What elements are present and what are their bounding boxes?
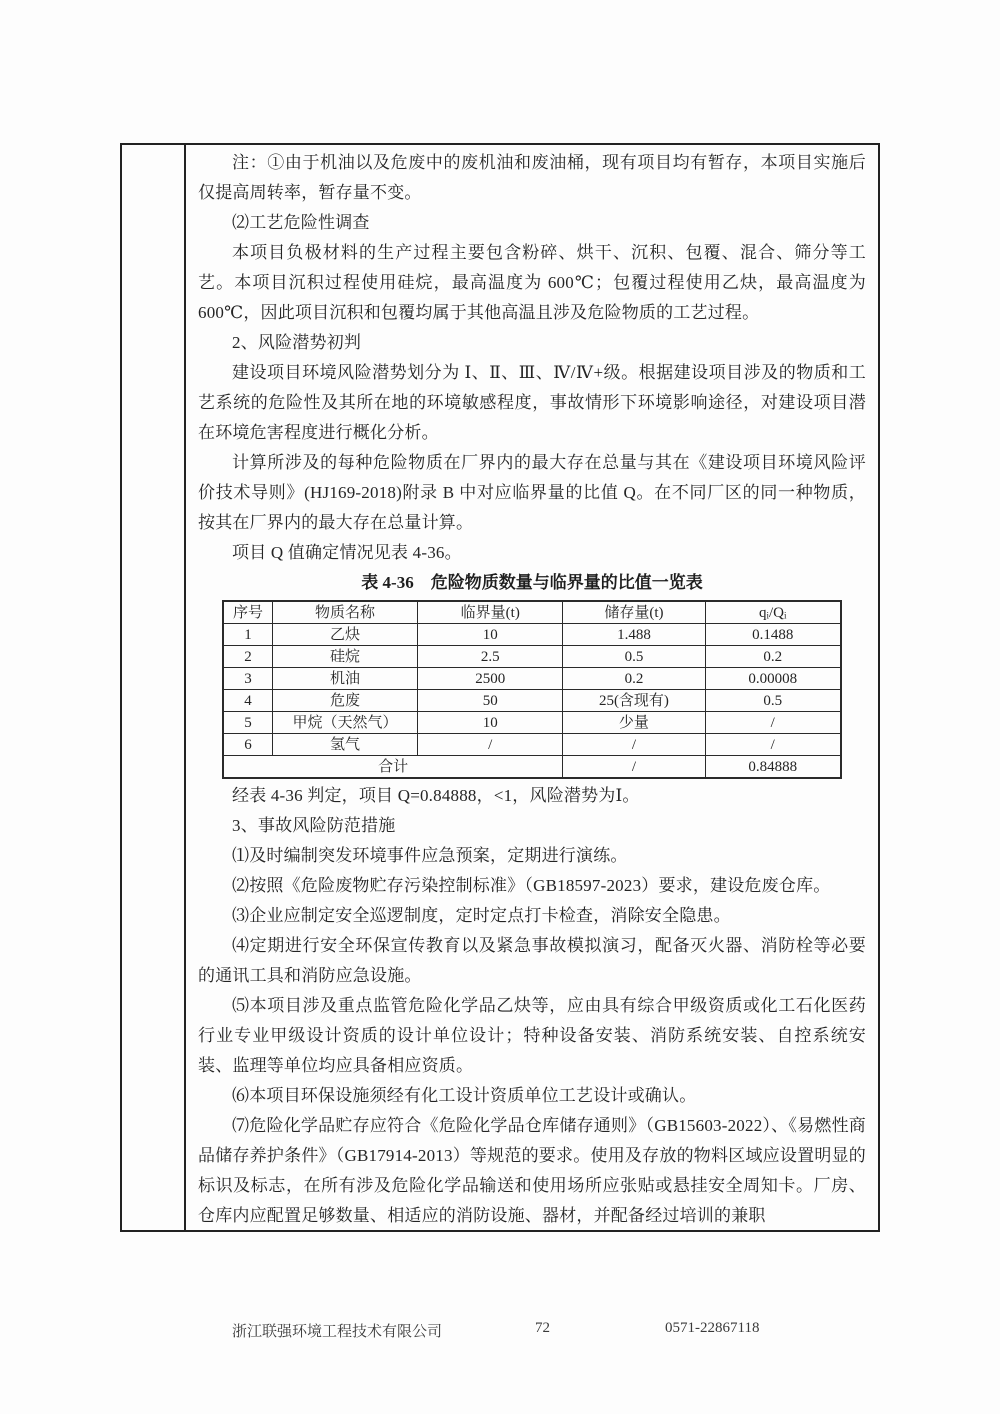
table-row — [223, 624, 841, 646]
paragraphs-before-table — [198, 148, 866, 568]
paragraph: 建设项目环境风险潜势划分为 Ⅰ、Ⅱ、Ⅲ、Ⅳ/Ⅳ+级。根据建设项目涉及的物质和工艺系统的危险性及其所在地的环境敏感程度，事故情形下环境影响途径，对建设项目潜在环境危害程度进行概化分析。 — [198, 363, 866, 442]
table-cell: 机油 — [272, 668, 417, 690]
table-caption: 表 4-36 危险物质数量与临界量的比值一览表 — [361, 573, 703, 592]
paragraph: 本项目负极材料的生产过程主要包含粉碎、烘干、沉积、包覆、混合、筛分等工艺。本项目沉积过程使用硅烷，最高温度为 600℃；包覆过程使用乙炔，最高温度为 600℃，因此项目沉积和包覆均属于其他高温且涉及危险物质的工艺过程。 — [198, 243, 866, 322]
hazard-materials-table — [222, 600, 842, 779]
paragraph: 计算所涉及的每种危险物质在厂界内的最大存在总量与其在《建设项目环境风险评价技术导则》(HJ169-2018)附录 B 中对应临界量的比值 Q。在不同厂区的同一种物质，按其在厂界内的最大存在总量计算。 — [198, 453, 866, 532]
table-cell: 0.00008 — [705, 668, 841, 690]
table-cell: 5 — [223, 712, 272, 734]
footer-page-number: 72 — [535, 1320, 550, 1336]
table-cell: / — [705, 712, 841, 734]
table-total-storage-cell: / — [563, 756, 705, 779]
footer-phone-number: 0571-22867118 — [665, 1320, 760, 1336]
table-cell: / — [563, 734, 705, 756]
table-row — [223, 690, 841, 712]
table-row — [223, 734, 841, 756]
table-cell: 1 — [223, 624, 272, 646]
table-cell: 少量 — [563, 712, 705, 734]
table-total-ratio-cell: 0.84888 — [705, 756, 841, 779]
table-cell: 0.2 — [705, 646, 841, 668]
table-total-label-cell: 合计 — [223, 756, 563, 779]
table-cell: 10 — [418, 712, 563, 734]
table-cell: 2.5 — [418, 646, 563, 668]
table-cell: 2 — [223, 646, 272, 668]
table-cell: 4 — [223, 690, 272, 712]
table-cell: 0.2 — [563, 668, 705, 690]
table-cell: 甲烷（天然气） — [272, 712, 417, 734]
table-cell: 0.1488 — [705, 624, 841, 646]
paragraph: ⑸本项目涉及重点监管危险化学品乙炔等，应由具有综合甲级资质或化工石化医药行业专业甲级设计资质的设计单位设计；特种设备安装、消防系统安装、自控系统安装、监理等单位均应具备相应资质。 — [198, 996, 866, 1075]
paragraph: 注：①由于机油以及危废中的废机油和废油桶，现有项目均有暂存，本项目实施后仅提高周转率，暂存量不变。 — [198, 153, 866, 202]
table-cell: 10 — [418, 624, 563, 646]
table-row — [223, 712, 841, 734]
page-footer — [120, 1320, 880, 1346]
table-cell: 乙炔 — [272, 624, 417, 646]
table-cell: 50 — [418, 690, 563, 712]
paragraph: 3、事故风险防范措施 — [232, 816, 396, 835]
table-cell: 0.5 — [705, 690, 841, 712]
table-header-row — [223, 601, 841, 624]
table-header-cell: 序号 — [223, 601, 272, 624]
paragraph: ⑺危险化学品贮存应符合《危险化学品仓库储存通则》（GB15603-2022）、《易燃性商品储存养护条件》（GB17914-2013）等规范的要求。使用及存放的物料区域应设置明显的标识及标志，在所有涉及危险化学品输送和使用场所应张贴或悬挂安全周知卡。厂房、仓库内应配置足够数量、相适应的消防设施、器材，并配备经过培训的兼职 — [198, 1116, 866, 1225]
paragraph: ⑶企业应制定安全巡逻制度，定时定点打卡检查，消除安全隐患。 — [232, 906, 731, 925]
table-row — [223, 668, 841, 690]
table-total-row — [223, 756, 841, 779]
paragraphs-after-table — [198, 781, 866, 1230]
paragraph: 项目 Q 值确定情况见表 4-36。 — [232, 543, 462, 562]
paragraph: ⑵按照《危险废物贮存污染控制标准》（GB18597-2023）要求，建设危废仓库。 — [232, 876, 831, 895]
table-cell: 6 — [223, 734, 272, 756]
paragraph: ⑹本项目环保设施须经有化工设计资质单位工艺设计或确认。 — [232, 1086, 697, 1105]
table-header-cell: 储存量(t) — [563, 601, 705, 624]
table-cell: / — [418, 734, 563, 756]
paragraph: ⑴及时编制突发环境事件应急预案，定期进行演练。 — [232, 846, 628, 865]
paragraph: 2、风险潜势初判 — [232, 333, 362, 352]
left-gutter-cell — [122, 145, 186, 1230]
paragraph: 经表 4-36 判定，项目 Q=0.84888，<1，风险潜势为Ⅰ。 — [232, 786, 640, 805]
table-header-cell: 临界量(t) — [418, 601, 563, 624]
paragraph: ⑵工艺危险性调查 — [232, 213, 370, 232]
table-cell: 硅烷 — [272, 646, 417, 668]
document-frame — [120, 143, 880, 1232]
table-cell: / — [705, 734, 841, 756]
table-cell: 氢气 — [272, 734, 417, 756]
paragraph: ⑷定期进行安全环保宣传教育以及紧急事故模拟演习，配备灭火器、消防栓等必要的通讯工具和消防应急设施。 — [198, 936, 866, 985]
table-cell: 0.5 — [563, 646, 705, 668]
table-row — [223, 646, 841, 668]
table-cell: 2500 — [418, 668, 563, 690]
content-cell — [186, 145, 878, 1230]
table-cell: 危废 — [272, 690, 417, 712]
table-header-cell: qᵢ/Qᵢ — [705, 601, 841, 624]
footer-company-name: 浙江联强环境工程技术有限公司 — [232, 1324, 443, 1340]
table-cell: 3 — [223, 668, 272, 690]
table-cell: 1.488 — [563, 624, 705, 646]
table-cell: 25(含现有) — [563, 690, 705, 712]
table-header-cell: 物质名称 — [272, 601, 417, 624]
